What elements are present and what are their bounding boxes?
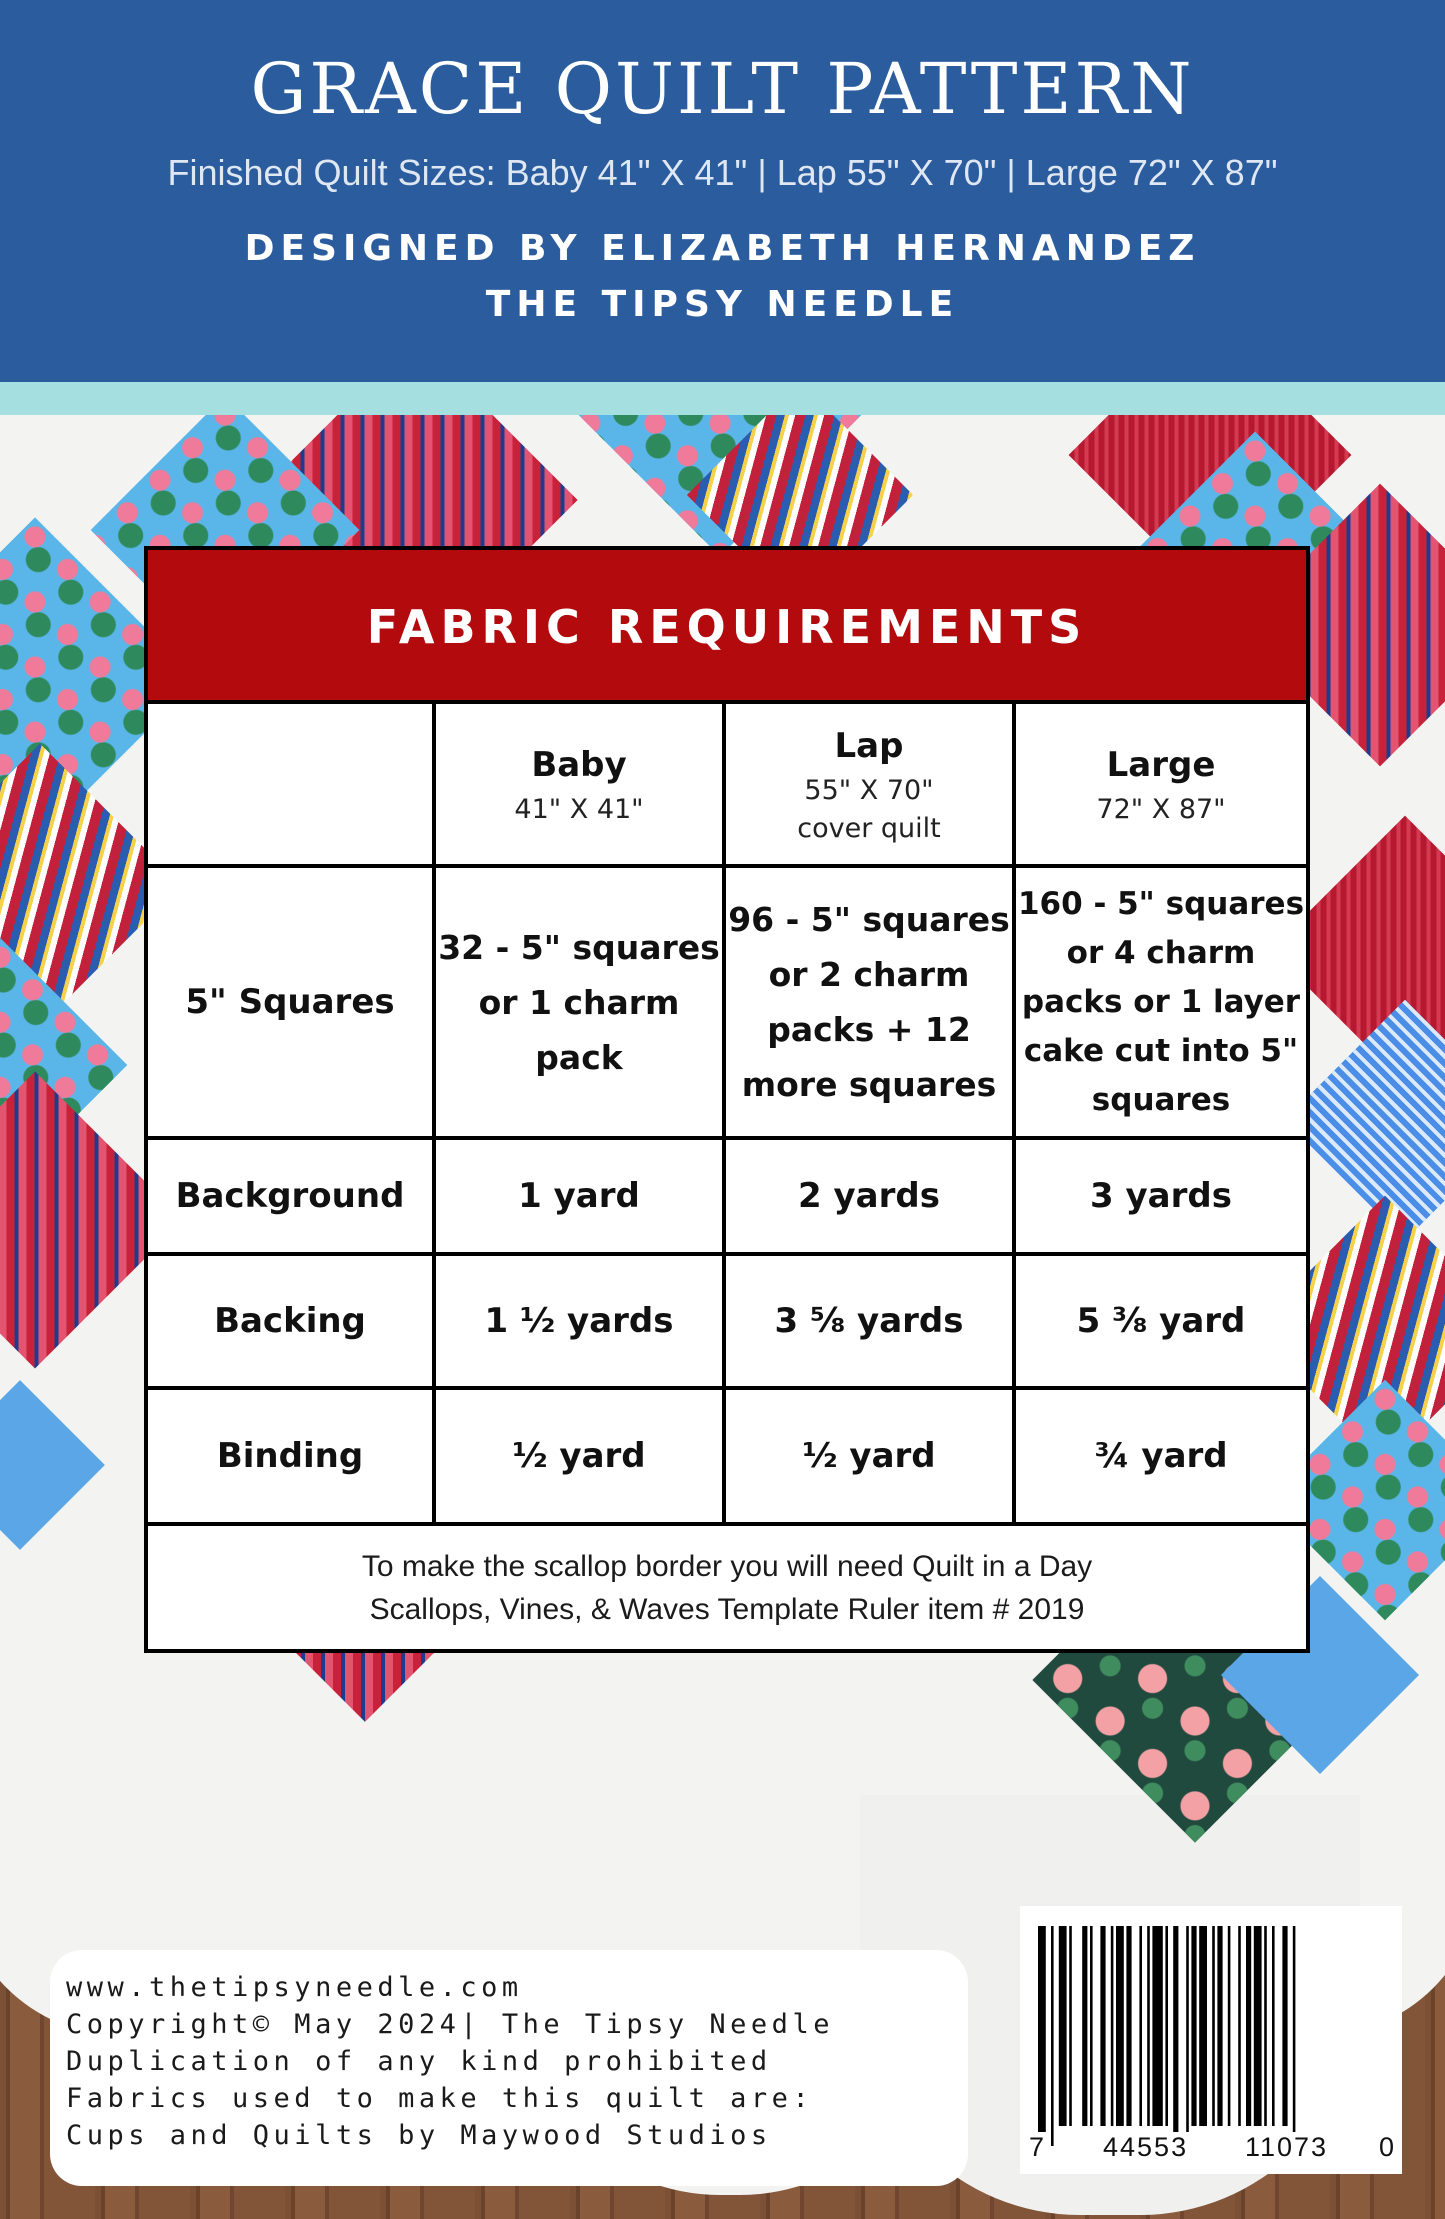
squares-large-cell <box>1016 868 1306 1136</box>
backing-lap-cell <box>726 1256 1012 1386</box>
row-label-text: 5" Squares <box>185 982 395 1022</box>
row-label-text: Binding <box>216 1436 364 1476</box>
backing-baby-cell <box>436 1256 722 1386</box>
table-title: FABRIC REQUIREMENTS <box>366 600 1088 654</box>
column-note: cover quilt <box>797 812 941 844</box>
background-large-cell <box>1016 1140 1306 1252</box>
website-link: www.thetipsyneedle.com <box>66 1972 523 2003</box>
column-header-large <box>1016 704 1306 864</box>
column-header-baby <box>436 704 722 864</box>
cell-line: 32 - 5" squares <box>438 927 720 967</box>
cell-value: ½ yard <box>802 1436 936 1476</box>
barcode-bars <box>1038 1926 1384 2146</box>
empty-corner-cell <box>148 704 432 864</box>
note-line: To make the scallop border you will need Quilt in a Day <box>361 1549 1093 1583</box>
cell-value: 1 yard <box>518 1176 640 1216</box>
barcode-digit-first: 7 <box>1026 2132 1047 2163</box>
note-line: Scallops, Vines, & Waves Template Ruler item # 2019 <box>369 1592 1085 1626</box>
finished-sizes: Finished Quilt Sizes: Baby 41" X 41" | Lap 55" X 70" | Large 72" X 87" <box>167 152 1278 193</box>
row-label-text: Background <box>175 1176 405 1216</box>
column-name: Baby <box>531 744 627 785</box>
cell-line: or 4 charm <box>1066 934 1256 971</box>
background-baby-cell <box>436 1140 722 1252</box>
scallop-note <box>148 1526 1306 1649</box>
backing-large-cell <box>1016 1256 1306 1386</box>
cell-value: 2 yards <box>798 1176 940 1216</box>
copyright-panel <box>50 1950 968 2186</box>
squares-lap-cell <box>726 868 1012 1136</box>
column-name: Lap <box>834 725 904 766</box>
row-label <box>148 1390 432 1522</box>
cell-line: or 2 charm <box>768 955 970 994</box>
column-size: 72" X 87" <box>1096 793 1226 825</box>
copyright-text: Copyright© May 2024| The Tipsy Needle <box>66 2009 834 2040</box>
column-name: Large <box>1106 744 1216 785</box>
squares-baby-cell <box>436 868 722 1136</box>
fabric-requirements-table <box>144 546 1310 1653</box>
cell-line: pack <box>535 1037 623 1077</box>
cell-value: 5 ⅜ yard <box>1076 1301 1246 1341</box>
row-label <box>148 868 432 1136</box>
cell-line: squares <box>1091 1081 1231 1118</box>
barcode <box>1020 1906 1402 2174</box>
cell-value: 1 ½ yards <box>484 1301 674 1341</box>
header-banner <box>0 0 1445 382</box>
cell-value: 3 ⅝ yards <box>774 1301 964 1341</box>
row-label-text: Backing <box>214 1301 366 1341</box>
binding-lap-cell <box>726 1390 1012 1522</box>
barcode-digit-last: 0 <box>1376 2132 1397 2163</box>
background-lap-cell <box>726 1140 1012 1252</box>
row-label <box>148 1140 432 1252</box>
designer-credit: DESIGNED BY ELIZABETH HERNANDEZ <box>244 228 1201 269</box>
barcode-group-left: 44553 <box>1100 2132 1191 2163</box>
column-header-lap <box>726 704 1012 864</box>
cell-line: 160 - 5" squares <box>1017 885 1305 922</box>
table-header <box>148 550 1306 700</box>
fabrics-label: Fabrics used to make this quilt are: <box>66 2083 814 2114</box>
column-size: 55" X 70" <box>804 774 934 806</box>
cell-line: packs or 1 layer <box>1021 983 1301 1020</box>
cell-value: ¾ yard <box>1094 1436 1228 1476</box>
accent-strip <box>0 382 1445 415</box>
company-name: THE TIPSY NEEDLE <box>485 284 960 325</box>
duplication-notice: Duplication of any kind prohibited <box>66 2046 772 2077</box>
pattern-title: GRACE QUILT PATTERN <box>250 48 1195 130</box>
binding-large-cell <box>1016 1390 1306 1522</box>
binding-baby-cell <box>436 1390 722 1522</box>
cell-line: or 1 charm <box>478 982 680 1022</box>
cell-line: 96 - 5" squares <box>728 900 1010 939</box>
cell-line: cake cut into 5" <box>1023 1032 1299 1069</box>
fabrics-line: Cups and Quilts by Maywood Studios <box>66 2120 772 2151</box>
row-label <box>148 1256 432 1386</box>
cell-value: 3 yards <box>1090 1176 1232 1216</box>
cell-line: more squares <box>741 1065 997 1104</box>
cell-line: packs + 12 <box>767 1010 971 1049</box>
column-size: 41" X 41" <box>514 793 644 825</box>
cell-value: ½ yard <box>512 1436 646 1476</box>
barcode-group-right: 11073 <box>1242 2132 1331 2163</box>
